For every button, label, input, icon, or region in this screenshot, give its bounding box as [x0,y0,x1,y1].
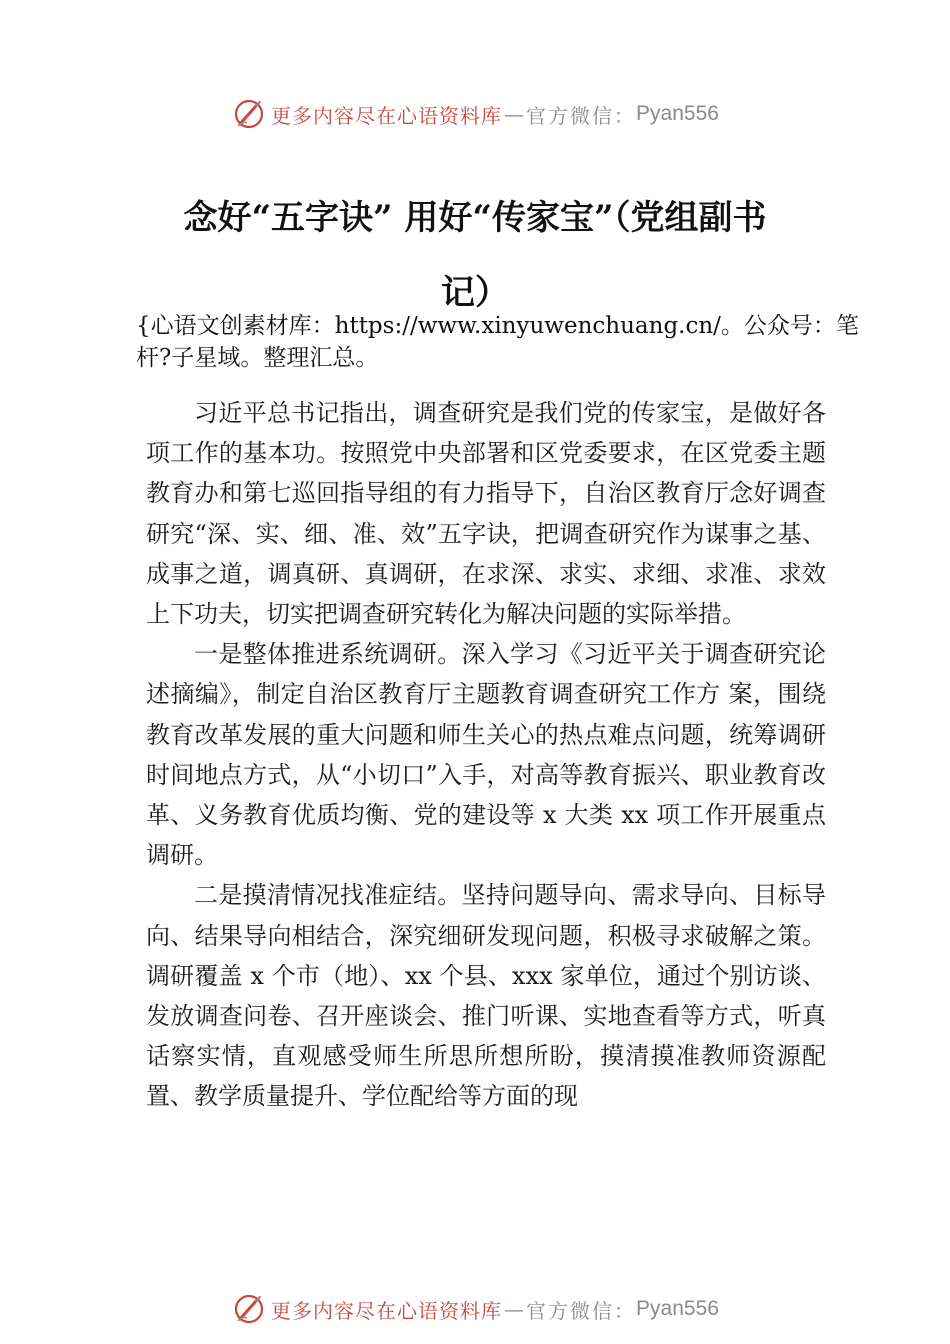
footer-banner [0,1289,950,1329]
banner-dash: — [504,102,525,126]
document-title-line-1: 念好“五字诀” 用好“传家宝”（党组副书 [183,198,767,238]
pen-seal-icon [231,96,267,132]
paragraph-point-2: 二是摸清情况找准症结。坚持问题导向、需求导向、目标导向、结果导向相结合，深究细研发现问题，积极寻求破解之策。调研覆盖 x 个市（地）、xx 个县、xxx 家单位，通过个别访谈、发放调查问卷、召开座谈会、推门听课、实地查看等方式，听真话察实情，直观感受师生所思所想所盼，摸清摸准教师资源配置、教学质量提升、学位配给等方面的现 [146,881,826,1111]
banner-lead-text: 更多内容尽在心语资料库 [271,1298,503,1323]
banner-wechat-handle: Pyan556 [636,1297,719,1320]
header-banner [0,94,950,134]
banner-wechat-label: 官方微信： [526,1298,637,1323]
document-title-line-2: 记） [441,273,509,313]
banner-dash: — [504,1297,525,1321]
banner-wechat-label: 官方微信： [526,103,637,128]
paragraph-point-1: 一是整体推进系统调研。深入学习《习近平关于调查研究论述摘编》，制定自治区教育厅主题教育调查研究工作方 案，围绕教育改革发展的重大问题和师生关心的热点难点问题，统筹调研时间地点方式，从“小切口”入手，对高等教育振兴、职业教育改革、义务教育优质均衡、党的建设等 x 大类 xx 项工作开展重点调研。 [146,640,826,870]
banner-lead-text: 更多内容尽在心语资料库 [271,103,503,128]
document-body [146,393,826,1117]
source-note: {心语文创素材库：https://www.xinyuwenchuang.cn/。公众号：笔杆?子星域。整理汇总。 [136,313,859,371]
pen-seal-icon [231,1291,267,1327]
banner-wechat-handle: Pyan556 [636,102,719,125]
paragraph-intro: 习近平总书记指出，调查研究是我们党的传家宝，是做好各项工作的基本功。按照党中央部署和区党委要求，在区党委主题教育办和第七巡回指导组的有力指导下，自治区教育厅念好调查研究“深、实、细、准、效”五字诀，把调查研究作为谋事之基、成事之道，调真研、真调研，在求深、求实、求细、求准、求效上下功夫，切实把调查研究转化为解决问题的实际举措。 [146,399,826,629]
